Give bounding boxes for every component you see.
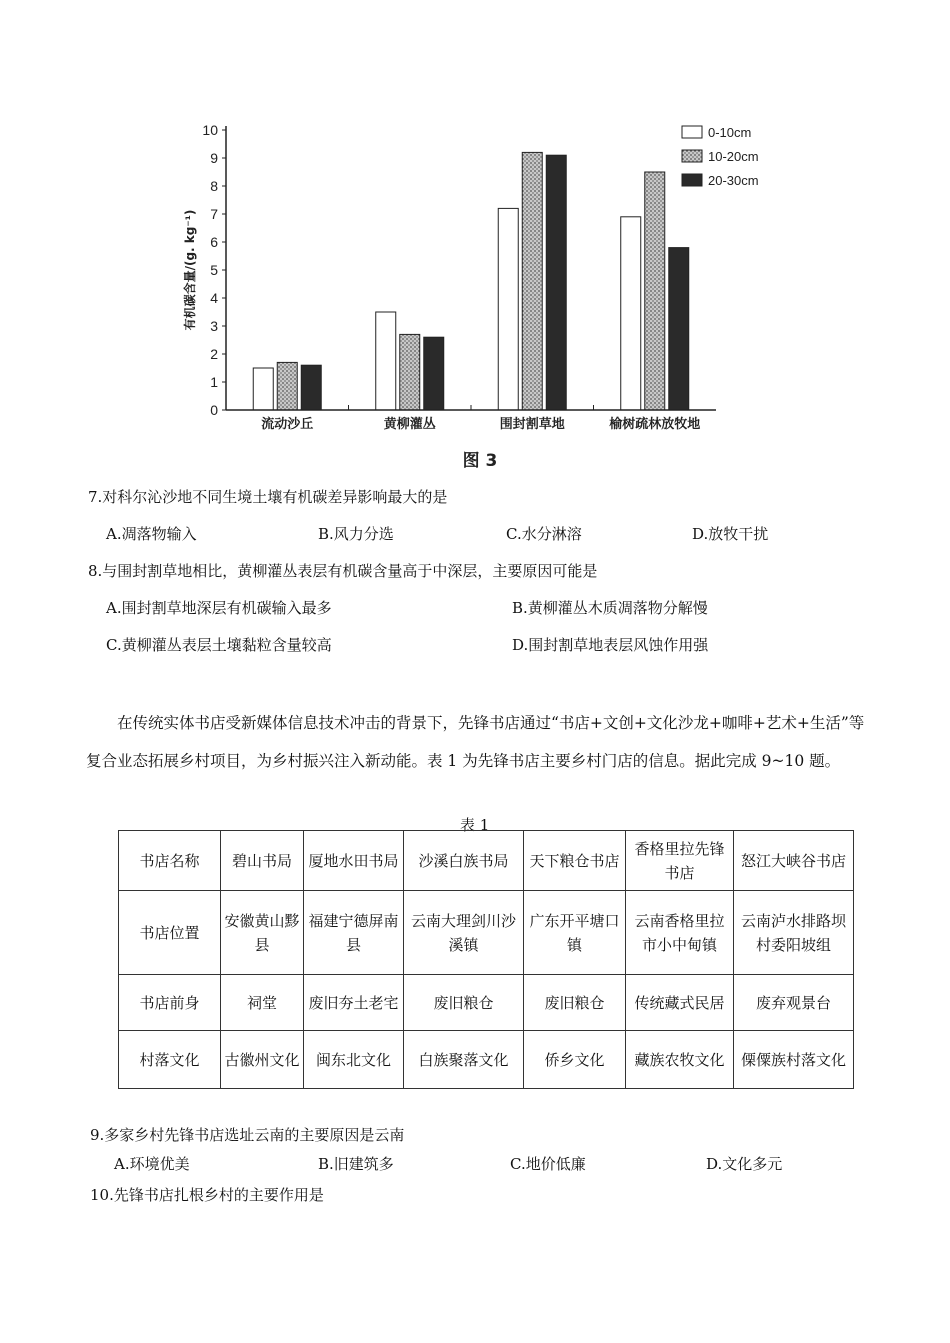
bar (301, 365, 321, 410)
table-cell: 废旧粮仓 (524, 975, 626, 1031)
question-7-option-a[interactable]: A.凋落物输入 (106, 525, 197, 543)
y-tick-label: 2 (210, 346, 218, 362)
table-cell: 传统藏式民居 (626, 975, 734, 1031)
x-tick-label: 流动沙丘 (261, 417, 314, 432)
y-tick-label: 5 (210, 262, 218, 278)
table-cell: 村落文化 (119, 1031, 221, 1089)
table-cell: 闽东北文化 (304, 1031, 404, 1089)
table-cell: 香格里拉先锋书店 (626, 831, 734, 891)
question-7-stem: 7.对科尔沁沙地不同生境土壤有机碳差异影响最大的是 (88, 488, 448, 506)
question-7-option-d[interactable]: D.放牧干扰 (692, 525, 769, 543)
table-cell: 祠堂 (221, 975, 304, 1031)
legend-entry: 10-20cm (708, 149, 759, 164)
table-cell: 云南香格里拉市小中甸镇 (626, 891, 734, 975)
y-axis-label: 有机碳含量/(g. kg⁻¹) (183, 209, 197, 331)
question-8-option-a[interactable]: A.围封割草地深层有机碳输入最多 (106, 599, 332, 617)
x-tick-label: 黄柳灌丛 (383, 417, 436, 432)
table-cell: 藏族农牧文化 (626, 1031, 734, 1089)
table-cell: 云南泸水排路坝村委阳坡组 (734, 891, 854, 975)
y-tick-label: 6 (210, 234, 218, 250)
legend-swatch (682, 150, 702, 162)
bar (400, 334, 420, 410)
table-cell: 书店前身 (119, 975, 221, 1031)
y-tick-label: 7 (210, 206, 218, 222)
table-cell: 书店位置 (119, 891, 221, 975)
table-row (119, 891, 854, 975)
table-cell: 怒江大峡谷书店 (734, 831, 854, 891)
table-cell: 沙溪白族书局 (404, 831, 524, 891)
legend-entry: 20-30cm (708, 173, 759, 188)
y-tick-label: 8 (210, 178, 218, 194)
question-8-option-d[interactable]: D.围封割草地表层风蚀作用强 (512, 636, 709, 654)
table-row (119, 975, 854, 1031)
bar (546, 155, 566, 410)
bar (277, 362, 297, 410)
question-8-option-c[interactable]: C.黄柳灌丛表层土壤黏粒含量较高 (106, 636, 332, 654)
bookstore-table (118, 830, 854, 1089)
table-cell: 天下粮仓书店 (524, 831, 626, 891)
question-8-stem: 8.与围封割草地相比，黄柳灌丛表层有机碳含量高于中深层，主要原因可能是 (88, 562, 598, 580)
x-tick-label: 榆树疏林放牧地 (609, 417, 701, 432)
question-9-option-b[interactable]: B.旧建筑多 (318, 1155, 394, 1173)
table-cell: 傈僳族村落文化 (734, 1031, 854, 1089)
table-cell: 福建宁德屏南县 (304, 891, 404, 975)
legend-entry: 0-10cm (708, 125, 752, 140)
question-8-option-b[interactable]: B.黄柳灌丛木质凋落物分解慢 (512, 599, 708, 617)
y-tick-label: 9 (210, 150, 218, 166)
table-cell: 广东开平塘口镇 (524, 891, 626, 975)
bar (621, 217, 641, 410)
table-cell: 废弃观景台 (734, 975, 854, 1031)
table-row (119, 831, 854, 891)
bar (498, 208, 518, 410)
y-tick-label: 1 (210, 374, 218, 390)
question-7-option-c[interactable]: C.水分淋溶 (506, 525, 582, 543)
bar (522, 152, 542, 410)
table-cell: 废旧粮仓 (404, 975, 524, 1031)
table-cell: 碧山书局 (221, 831, 304, 891)
y-tick-label: 4 (210, 290, 218, 306)
question-7-option-b[interactable]: B.风力分选 (318, 525, 394, 543)
table-cell: 侨乡文化 (524, 1031, 626, 1089)
legend-swatch (682, 174, 702, 186)
question-9-option-c[interactable]: C.地价低廉 (510, 1155, 586, 1173)
table-caption: 表 1 (460, 816, 490, 834)
bar (424, 337, 444, 410)
y-tick-label: 10 (202, 122, 218, 138)
table-cell: 厦地水田书局 (304, 831, 404, 891)
y-tick-label: 3 (210, 318, 218, 334)
legend-swatch (682, 126, 702, 138)
table-cell: 安徽黄山黟县 (221, 891, 304, 975)
y-tick-label: 0 (210, 402, 218, 418)
table-cell: 废旧夯土老宅 (304, 975, 404, 1031)
question-9-option-a[interactable]: A.环境优美 (114, 1155, 190, 1173)
table-cell: 古徽州文化 (221, 1031, 304, 1089)
bar (669, 248, 689, 410)
question-9-stem: 9.多家乡村先锋书店选址云南的主要原因是云南 (90, 1126, 405, 1144)
table-cell: 云南大理剑川沙溪镇 (404, 891, 524, 975)
table-cell: 白族聚落文化 (404, 1031, 524, 1089)
bar (253, 368, 273, 410)
bar-chart (170, 110, 770, 470)
bar (376, 312, 396, 410)
table-cell: 书店名称 (119, 831, 221, 891)
table-row (119, 1031, 854, 1089)
question-9-option-d[interactable]: D.文化多元 (706, 1155, 783, 1173)
question-10-stem: 10.先锋书店扎根乡村的主要作用是 (90, 1186, 324, 1204)
bar (645, 172, 665, 410)
passage-text: 在传统实体书店受新媒体信息技术冲击的背景下，先锋书店通过“书店+文创+文化沙龙+咖啡+艺术+生活”等复合业态拓展乡村项目，为乡村振兴注入新动能。表 1 为先锋书店主要乡村门店的信息。据此完成 9~10 题。 (86, 714, 865, 770)
figure-caption: 图 3 (462, 451, 498, 470)
x-tick-label: 围封割草地 (499, 417, 565, 432)
